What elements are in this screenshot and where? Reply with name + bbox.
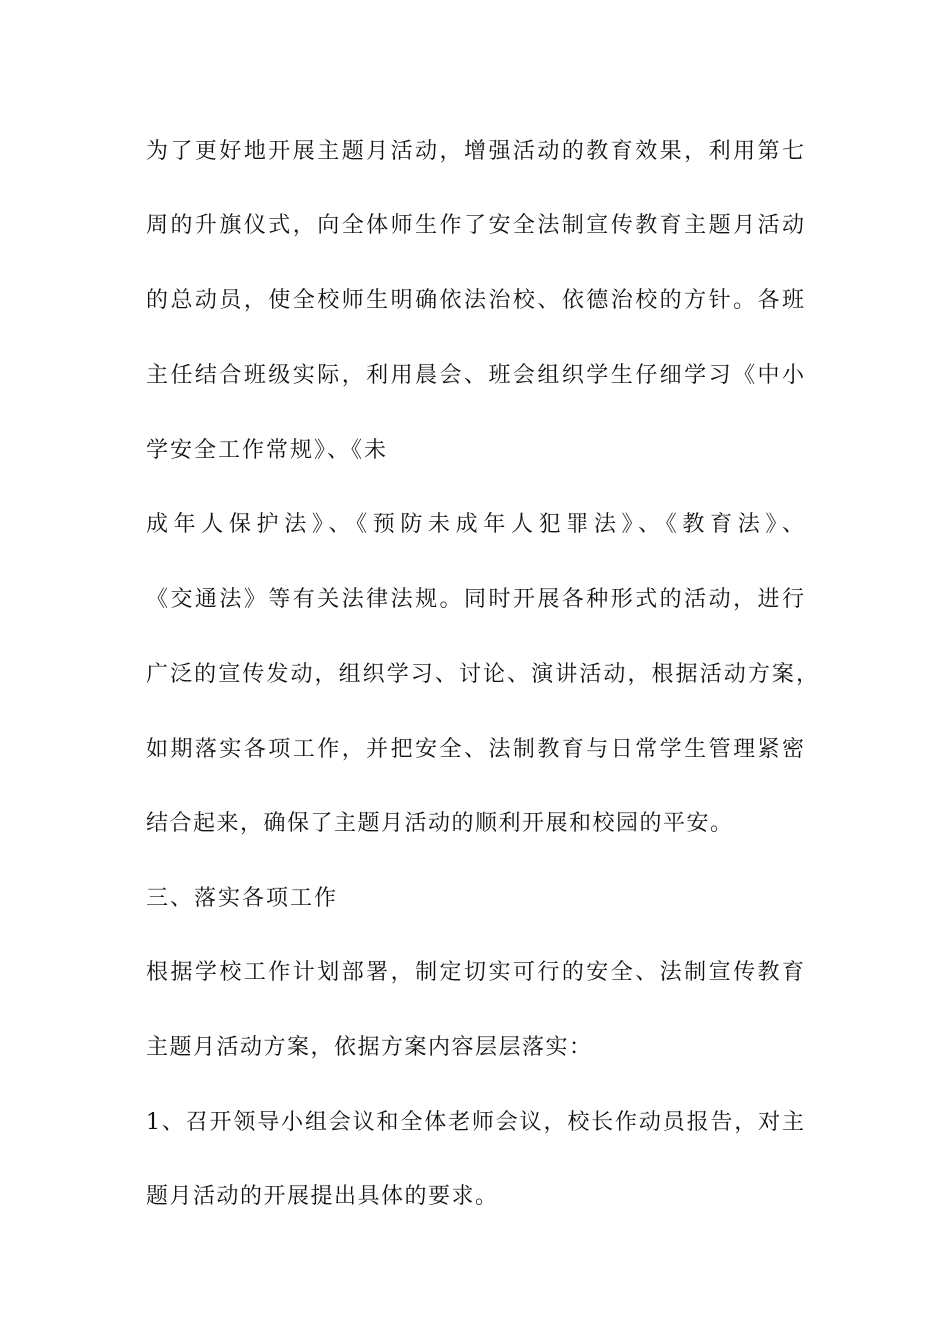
paragraph-line: 《交通法》等有关法律法规。同时开展各种形式的活动，进行: [146, 587, 804, 612]
section-heading: 三、落实各项工作: [146, 886, 339, 911]
paragraph-line: 主题月活动方案，依据方案内容层层落实：: [146, 1035, 593, 1060]
paragraph-line: 主任结合班级实际，利用晨会、班会组织学生仔细学习《中小: [146, 363, 804, 388]
paragraph-line: 的总动员，使全校师生明确依法治校、依德治校的方针。各班: [146, 288, 804, 313]
paragraph-line: 广泛的宣传发动，组织学习、讨论、演讲活动，根据活动方案，: [146, 662, 818, 687]
list-item-line: 1、召开领导小组会议和全体老师会议，校长作动员报告，对主: [146, 1110, 804, 1135]
paragraph-line: 结合起来，确保了主题月活动的顺利开展和校园的平安。: [146, 811, 734, 836]
paragraph-line: 如期落实各项工作，并把安全、法制教育与日常学生管理紧密: [146, 737, 804, 762]
paragraph-line: 为了更好地开展主题月活动，增强活动的教育效果，利用第七: [146, 139, 804, 164]
paragraph-line: 根据学校工作计划部署，制定切实可行的安全、法制宣传教育: [146, 960, 804, 985]
paragraph-line: 周的升旗仪式，向全体师生作了安全法制宣传教育主题月活动: [146, 213, 804, 238]
paragraph-line: 成年人保护法》、《预防未成年人犯罪法》、《教育法》、: [146, 512, 804, 537]
list-item-line: 题月活动的开展提出具体的要求。: [146, 1184, 499, 1209]
paragraph-line: 学安全工作常规》、《未: [146, 438, 389, 463]
